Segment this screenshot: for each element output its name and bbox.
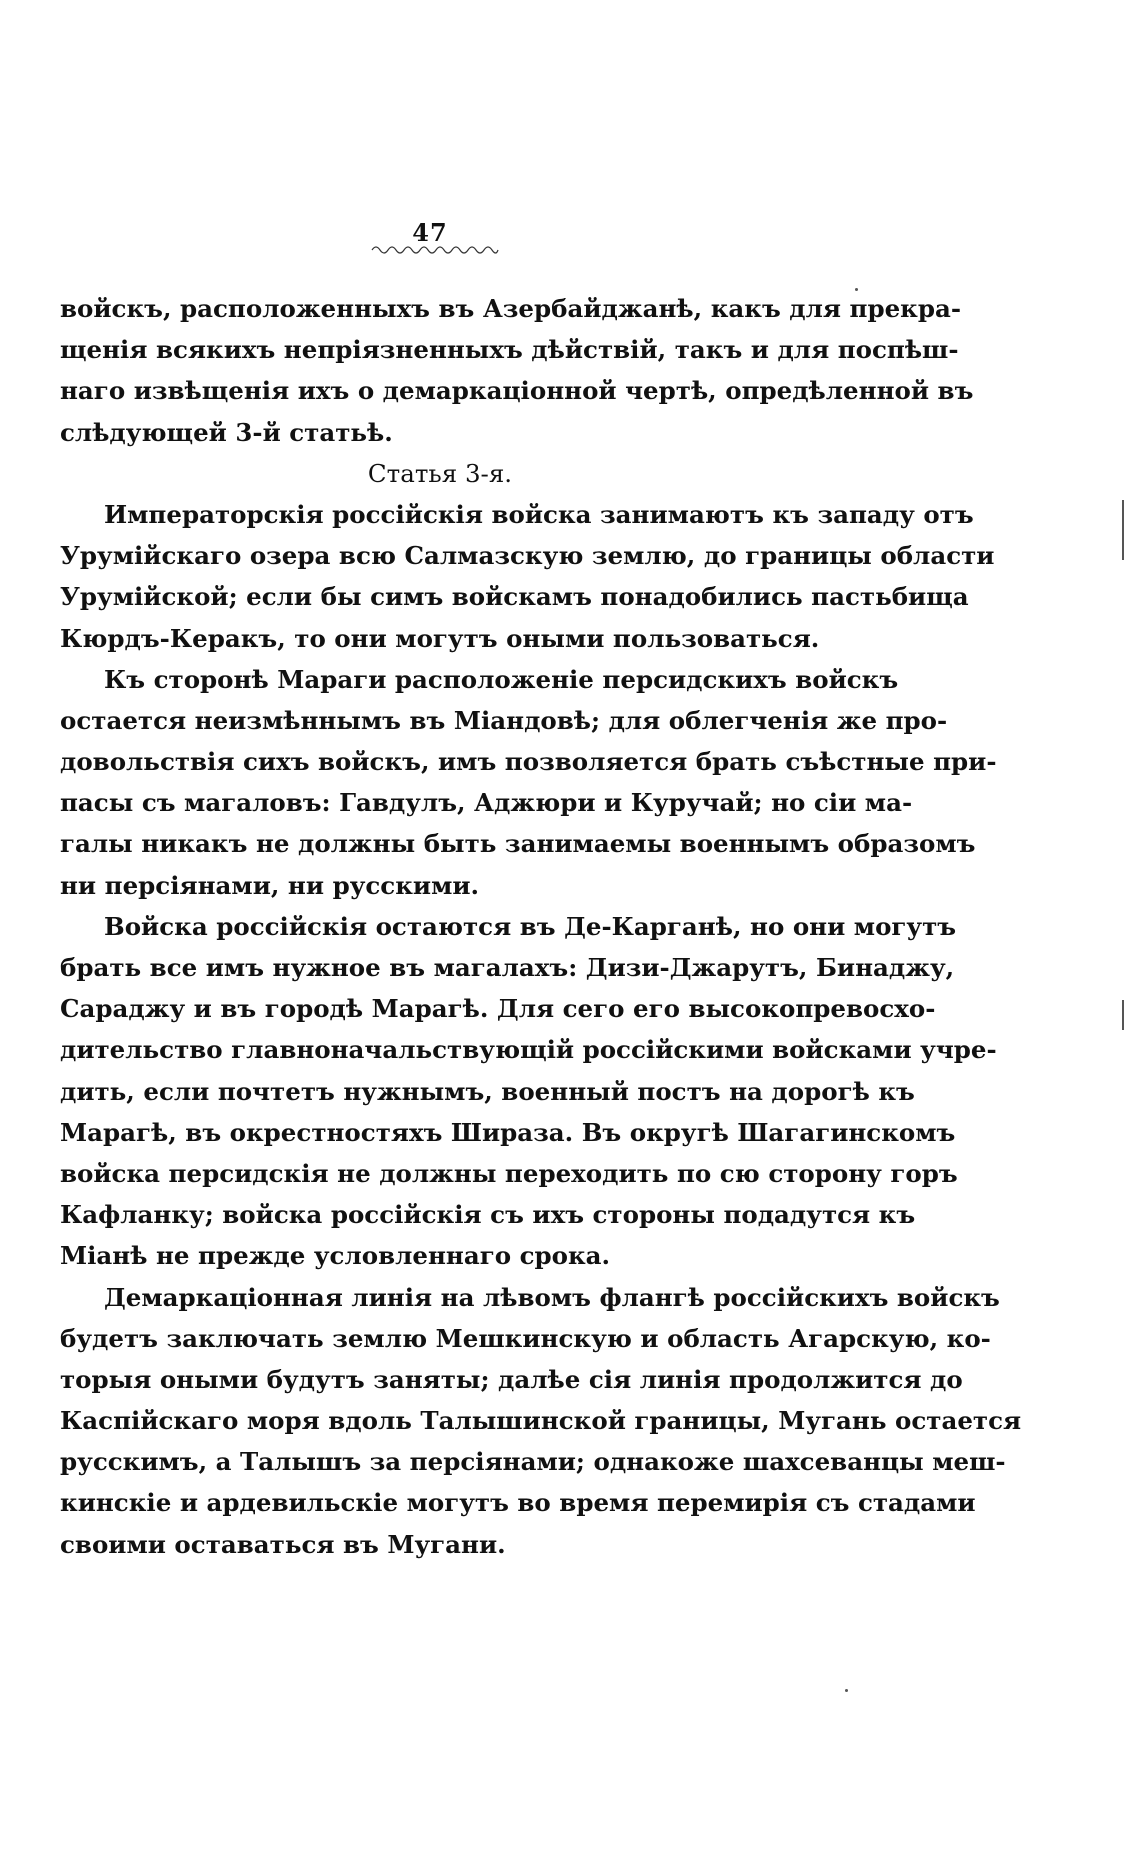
text-line: дить, если почтетъ нужнымъ, военный постъ на дорогѣ къ (60, 1076, 915, 1106)
scan-edge-mark (1122, 500, 1124, 560)
article-heading: Статья 3-я. (367, 458, 513, 488)
text-line: будетъ заключать землю Мешкинскую и область Агарскую, ко- (60, 1323, 991, 1353)
text-line: Каспійскаго моря вдоль Талышинской границы, Мугань остается (60, 1406, 1022, 1436)
text-line: Урумійской; если бы симъ войскамъ понадобились пастьбища (60, 582, 969, 612)
text-line: наго извѣщенія ихъ о демаркаціонной чертѣ, опредѣленной въ (60, 376, 974, 406)
text-line: слѣдующей 3-й статьѣ. (60, 417, 393, 447)
text-line: кинскіе и ардевильскіе могутъ во время перемирія съ стадами (60, 1488, 976, 1518)
page-text (60, 288, 1022, 1565)
page-number: 47 (412, 218, 448, 247)
text-line: Кюрдъ-Керакъ, то они могутъ оными пользоваться. (60, 623, 820, 653)
text-line: войскъ, расположенныхъ въ Азербайджанѣ, какъ для прекра- (60, 294, 962, 323)
text-line: Императорскія россійскія войска занимаютъ къ западу отъ (104, 499, 974, 529)
text-line: войска персидскія не должны переходить по сю сторону горъ (60, 1158, 958, 1188)
text-line: дительство главноначальствующій россійскими войсками учре- (60, 1035, 997, 1065)
text-line: Войска россійскія остаются въ Де-Карганѣ, но они могутъ (104, 911, 957, 941)
text-line: пасы съ магаловъ: Гавдулъ, Аджюри и Куручай; но сіи ма- (60, 788, 913, 818)
text-line: брать все имъ нужное въ магалахъ: Дизи-Джарутъ, Бинаджу, (60, 953, 955, 982)
text-line: Урумійскаго озера всю Салмазскую землю, до границы области (60, 541, 995, 571)
scan-speck (855, 288, 858, 291)
text-line: русскимъ, а Талышъ за персіянами; однакоже шахсеванцы меш- (60, 1447, 1006, 1477)
text-line: своими оставаться въ Мугани. (60, 1529, 506, 1559)
text-line: Кафланку; войска россійскія съ ихъ стороны подадутся къ (60, 1200, 916, 1230)
text-line: Къ сторонѣ Мараги расположеніе персидскихъ войскъ (104, 664, 899, 694)
text-line: Демаркаціонная линія на лѣвомъ флангѣ россійскихъ войскъ (104, 1282, 1000, 1312)
text-line: Сараджу и въ городѣ Марагѣ. Для сего его высокопревосхо- (60, 994, 936, 1024)
text-line: довольствія сихъ войскъ, имъ позволяется брать съѣстные при- (60, 747, 997, 777)
text-line: галы никакъ не должны быть занимаемы военнымъ образомъ (60, 829, 976, 859)
scan-edge-mark (1122, 1000, 1124, 1030)
text-line: Марагѣ, въ окрестностяхъ Шираза. Въ округѣ Шагагинскомъ (60, 1117, 956, 1147)
text-line: ни персіянами, ни русскими. (60, 870, 480, 900)
text-line: остается неизмѣннымъ въ Міандовѣ; для облегченія же про- (60, 705, 948, 735)
page-number-ornament (370, 242, 500, 256)
text-line: Міанѣ не прежде условленнаго срока. (60, 1241, 611, 1271)
scan-speck (845, 1689, 848, 1692)
text-line: торыя оными будутъ заняты; далѣе сія линія продолжится до (60, 1364, 963, 1394)
text-line: щенія всякихъ непріязненныхъ дѣйствій, такъ и для поспѣш- (60, 335, 959, 365)
